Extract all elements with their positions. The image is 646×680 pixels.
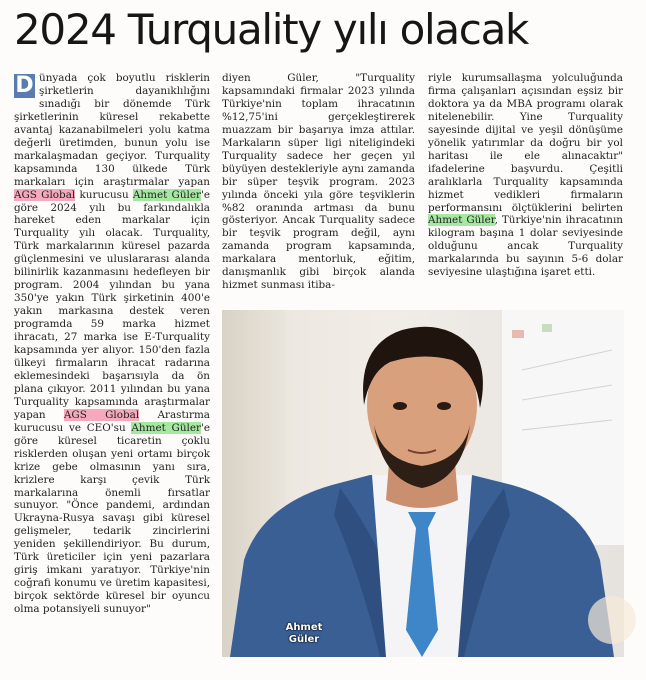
text-run: kurucusu (75, 188, 133, 201)
text-run: , Türkiye'nin ihracatının kilogram başına 1 dolar seviyesinde olduğunu ancak Turquality markalarında bu sayının 5-6 dolar seviyesine ulaştığına işaret etti. (428, 214, 623, 279)
paragraph-1 (14, 72, 210, 616)
eye-left (393, 402, 407, 410)
photo-caption (281, 622, 327, 646)
article-column-3 (428, 72, 623, 279)
text-run: riyle kurumsallaşma yolculuğunda firma çalışanları açısından eşsiz bir doktora ya da MBA programı olarak nitelenebilir. Yine Turquality sayesinde dijital ve yeşil dönüşüme yönelik yatırımlar da doğru bir yol haritası ile ele alınacaktır" ifadelerine başvurdu. Çeşitli aralıklarla Turquality kapsamında hizmet vedikleri firmaların performansını ölçtüklerini belirten (428, 72, 623, 214)
text-run: ünyada çok boyutlu risklerin şirketlerin dayanıklılığını sınadığı bir dönemde Türk şirketlerinin küresel rekabette avantaj kazanabilmeleri yolu katma değerli üretimden, bunun yolu ise markalaşmadan geçiyor. Turquality kapsamında 130 ülkede Türk markaları için araştırmalar yapan (14, 72, 210, 188)
text-run: 'e göre 2024 yılı bu farkındalıkla hareket eden markalar için Turquality yılı olacak. Turquality, Türk markalarının küresel pazarda güçlenmesini ve uluslararası alanda bilinirlik kazanmasını hedefleyen bir program. 2004 yılından bu yana 350'ye yakın Türk şirketinin 400'e yakın markasına destek veren programda 59 marka hizmet ihracatı, 27 marka ise E-Turquality kapsamında yer alıyor. 150'den fazla ülkeyi firmaların ihracat radarına eklemesindeki başarısıyla da ön plana çıkıyor. 2011 yılından bu yana Turquality kapsamında araştırmalar yapan (14, 188, 210, 421)
paragraph-2: diyen Güler, "Turquality kapsamındaki firmalar 2023 yılında Türkiye'nin toplam ihracatının %12,75'ini gerçekleştirerek muazzam bir başarıya imza attılar. Markaların süper ligi niteligindeki Turquality sadece her geçen yıl büyüyen destekleriyle aynı zamanda bir süper teşvik program. 2023 yılında önceki yıla göre teşviklerin %82 oranında artması da bunu gösteriyor. Ancak Turquality sadece bir teşvik program değil, aynı zamanda program kapsamında, markalara mentorluk, eğitim, danışmanlık gibi birçok alanda hizmet sunması itiba- (222, 72, 415, 292)
corner-stamp (588, 596, 636, 644)
caption-last-name: Güler (288, 634, 320, 645)
highlight-ahmet-guler: Ahmet Güler (132, 188, 201, 201)
article-column-1 (14, 72, 210, 616)
highlight-ahmet-guler: Ahmet Güler (428, 214, 495, 227)
headline: 2024 Turquality yılı olacak (14, 5, 529, 54)
portrait-illustration (222, 310, 624, 657)
text-run: 'e göre küresel ticaretin çoklu risklerden oluşan yeni ortamı birçok krize gebe olmasının yanı sıra, krizlere karşı çevik Türk markalarına önemli fırsatlar sunuyor. "Önce pandemi, ardından Ukrayna-Rusya savaşı gibi küresel gelişmeler, tedarik zincirlerini yeniden şekillendiriyor. Bu durum, Türk üreticiler için yeni pazarlara giriş imkanı yaratıyor. Türkiye'nin coğrafi konumu ve üretim kapasitesi, birçok sektörde küresel bir oyuncu olma potansiyeli sunuyor" (14, 421, 211, 616)
eye-right (437, 402, 451, 410)
highlight-ags-global: AGS Global (63, 408, 140, 421)
highlight-ahmet-guler: Ahmet Güler (131, 421, 201, 434)
drop-cap: D (15, 73, 34, 98)
background-chart-lines (512, 324, 612, 430)
paragraph-3 (428, 72, 623, 279)
portrait-photo (222, 310, 624, 657)
article-column-2 (222, 72, 415, 292)
caption-first-name: Ahmet (285, 622, 323, 633)
text-run: Arastırma kurucusu ve CEO'su (14, 408, 210, 434)
highlight-ags-global: AGS Global (14, 188, 76, 201)
